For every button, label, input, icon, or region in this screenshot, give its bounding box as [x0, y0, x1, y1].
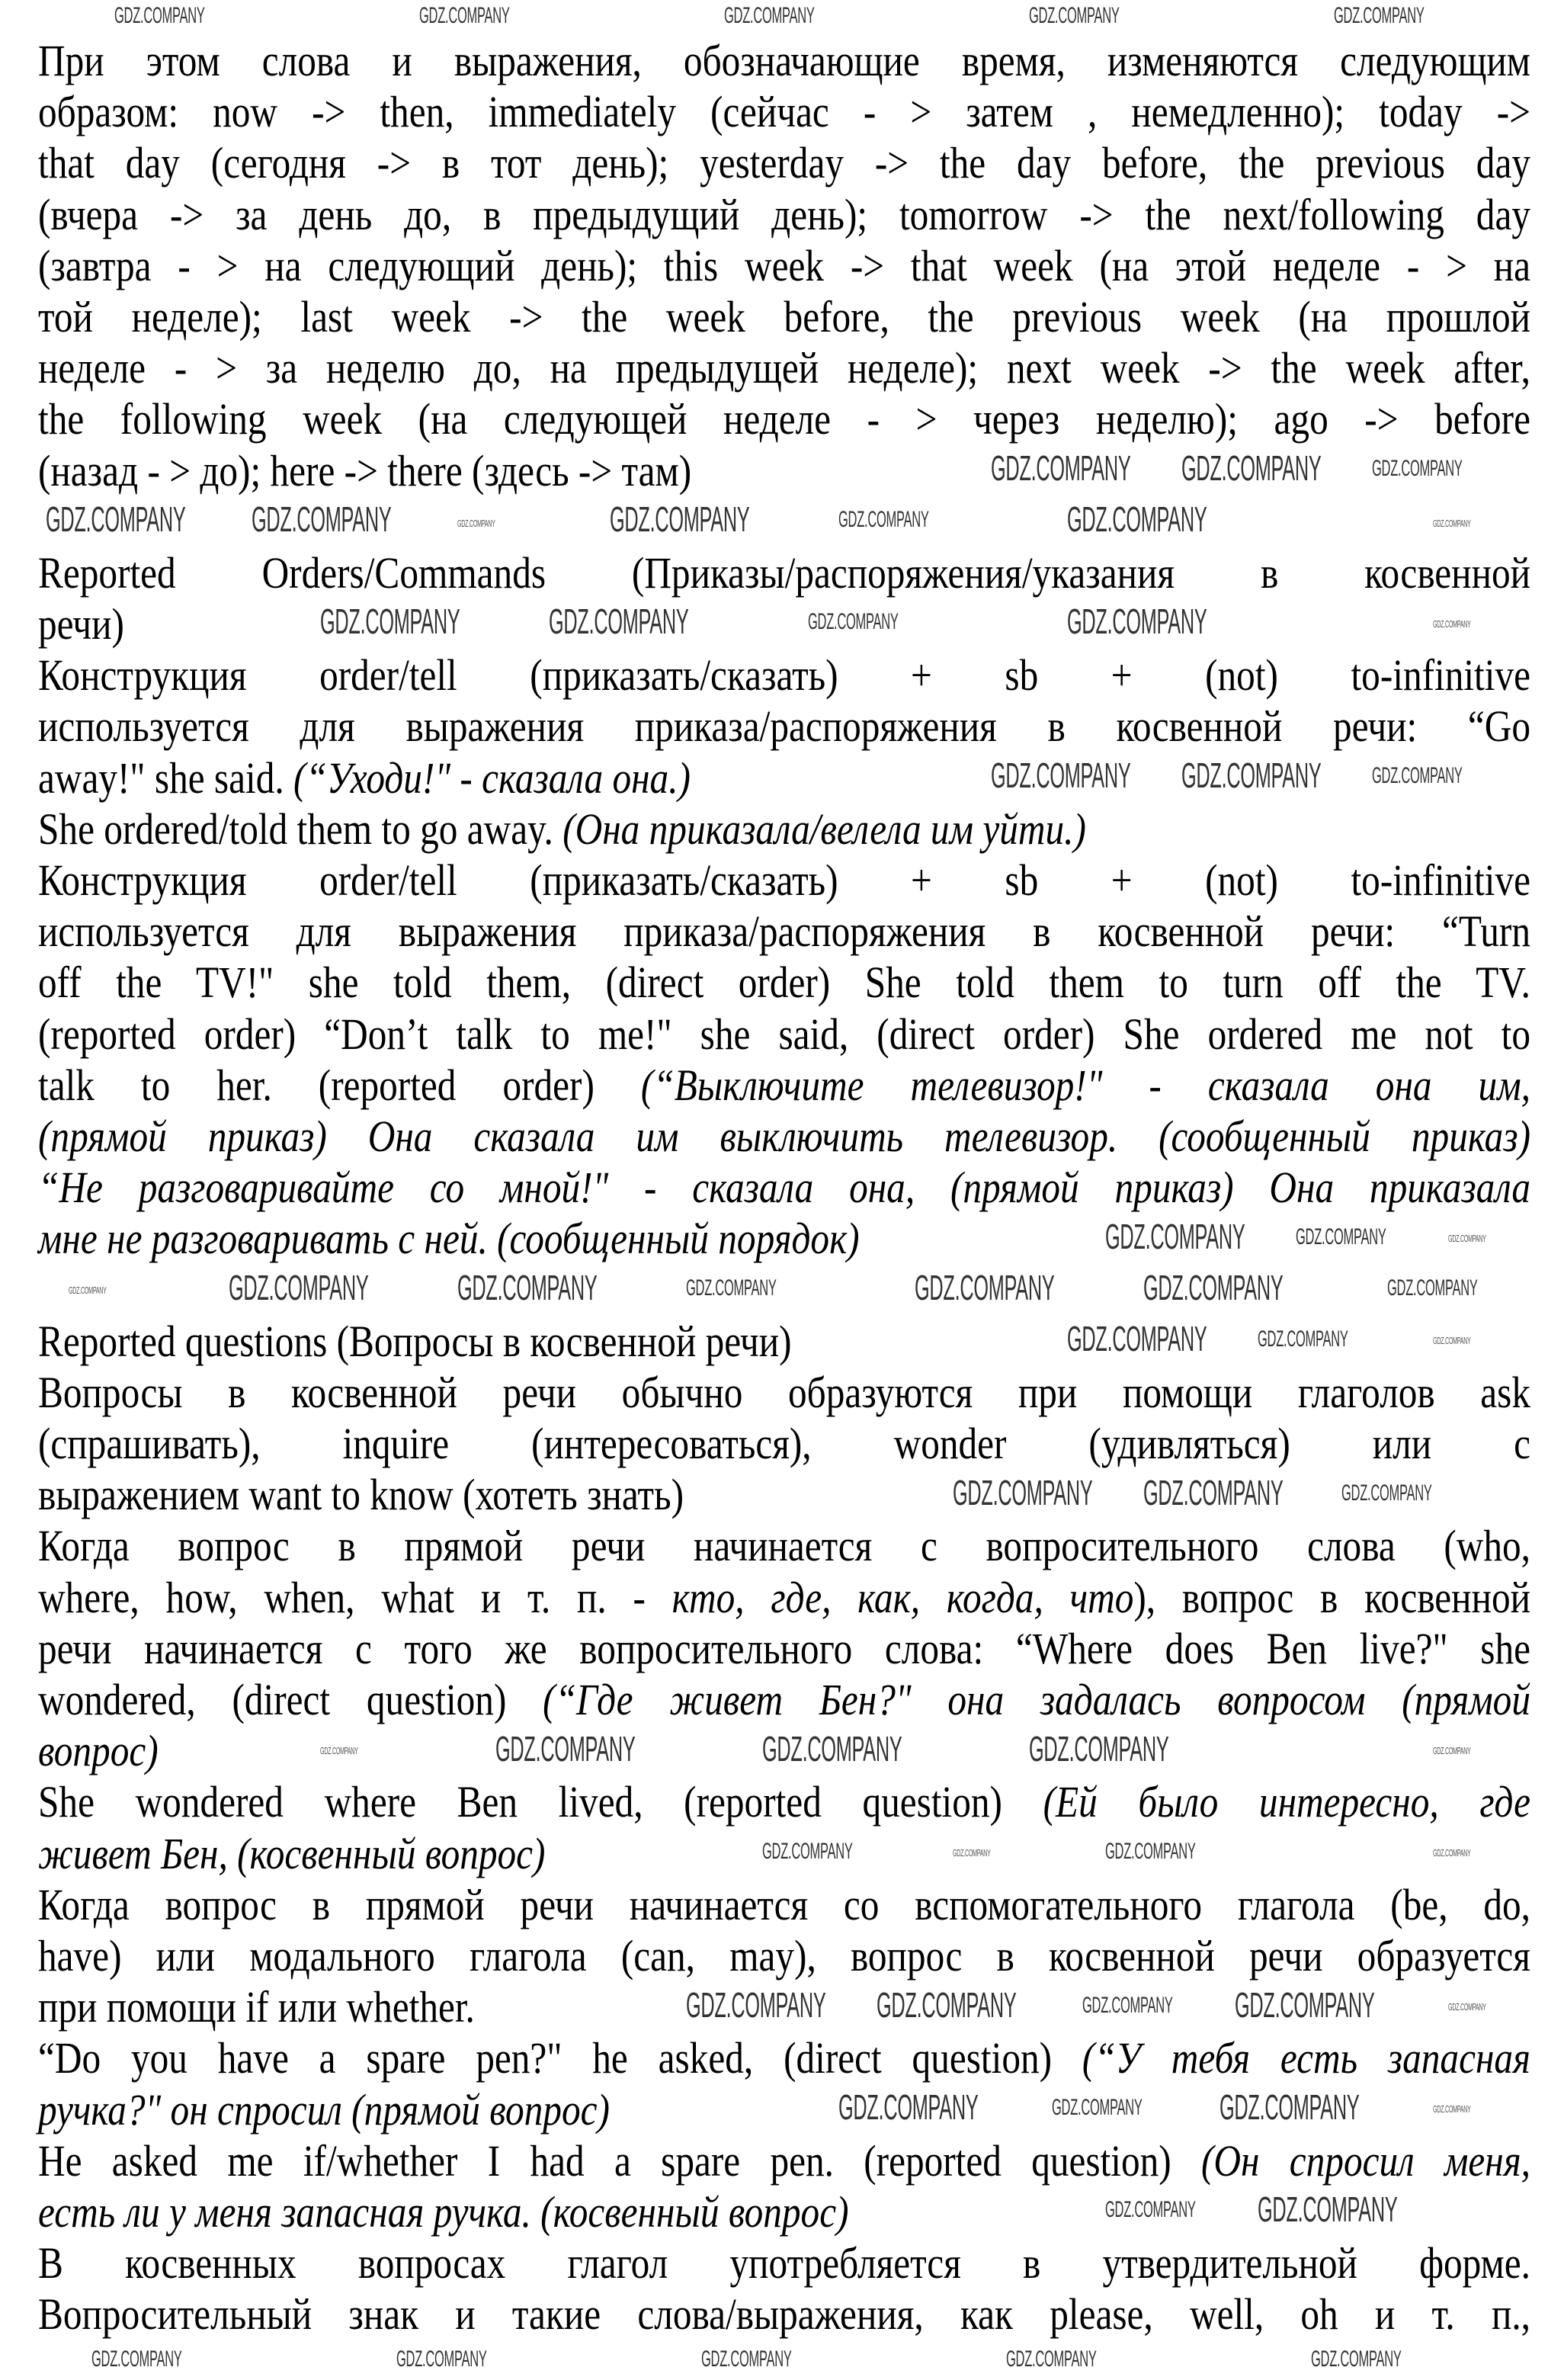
watermark: GDZ.COMPANY [252, 499, 392, 539]
text-line [38, 701, 1530, 752]
text-line [38, 1674, 1530, 1725]
text-segment: образом: now -> then, immediately (сейчас - > затем , немедленно); today -> [38, 87, 1530, 137]
watermark: GDZ.COMPANY [877, 1985, 1017, 2025]
watermark: GDZ.COMPANY [1387, 1275, 1478, 1301]
text-segment: речи) [38, 599, 124, 650]
text-line [38, 1879, 1530, 1930]
text-line [38, 1776, 1530, 1827]
text-segment: Конструкция order/tell (приказать/сказать) + sb + (not) to-infinitive [38, 855, 1530, 905]
text-line [38, 393, 1530, 444]
italic-translation-text: кто, где, как, когда, что [671, 1572, 1134, 1622]
italic-translation-text: “Не разговаривайте со мной!" - сказала она, (прямой приказ) Она приказала [38, 1163, 1530, 1213]
text-segment: той неделе); last week -> the week before, the previous week (на прошлой [38, 291, 1530, 342]
watermark: GDZ.COMPANY [1105, 1839, 1196, 1864]
text-line [38, 855, 1530, 906]
watermark: GDZ.COMPANY [991, 448, 1131, 488]
watermark: GDZ.COMPANY [1433, 1335, 1471, 1346]
watermark: GDZ.COMPANY [1235, 1985, 1375, 2025]
watermark: GDZ.COMPANY [1029, 3, 1120, 28]
watermark: GDZ.COMPANY [1006, 2346, 1097, 2372]
watermark: GDZ.COMPANY [1181, 448, 1322, 488]
text-line [38, 547, 1530, 598]
italic-translation-text: (“Выключите телевизор!" - сказала она им, [640, 1060, 1530, 1110]
watermark: GDZ.COMPANY [91, 2346, 182, 2372]
watermark: GDZ.COMPANY [495, 1729, 636, 1769]
watermark: GDZ.COMPANY [69, 1285, 107, 1296]
text-segment: Когда вопрос в прямой речи начинается со вспомогательного глагола (be, do, [38, 1879, 1530, 1929]
italic-translation-text: ручка?" он спросил (прямой вопрос) [38, 2084, 610, 2135]
watermark: GDZ.COMPANY [1296, 1224, 1386, 1249]
watermark: GDZ.COMPANY [457, 518, 495, 529]
text-line [38, 35, 1530, 86]
italic-translation-text: (“Где живет Бен?" она задалась вопросом (прямой [543, 1675, 1530, 1724]
text-segment: используется для выражения приказа/распоряжения в косвенной речи: “Go [38, 701, 1530, 752]
text-segment: В косвенных вопросах глагол употребляется в утвердительной форме. [38, 2238, 1530, 2289]
text-segment: where, how, when, what и т. п. - [38, 1572, 672, 1622]
watermark: GDZ.COMPANY [1433, 618, 1471, 630]
text-line [38, 291, 1530, 342]
text-line [38, 598, 1530, 650]
text-segment: Вопросительный знак и такие слова/выражения, как please, well, oh и т. п., [38, 2289, 1530, 2340]
text-line [38, 86, 1530, 137]
watermark: GDZ.COMPANY [1433, 2103, 1471, 2115]
text-line [38, 2135, 1530, 2186]
text-line [38, 1060, 1530, 1111]
text-line [38, 1418, 1530, 1469]
watermark: GDZ.COMPANY [1067, 1319, 1207, 1358]
text-segment: неделе - > за неделю до, на предыдущей неделе); next week -> the week after, [38, 343, 1530, 393]
italic-translation-text: вопрос) [38, 1726, 159, 1776]
text-segment: that day (сегодня -> в тот день); yesterday -> the day before, the previous day [38, 138, 1530, 188]
watermark: GDZ.COMPANY [1334, 3, 1425, 28]
watermark: GDZ.COMPANY [1219, 2087, 1360, 2127]
watermark: GDZ.COMPANY [610, 499, 750, 539]
text-segment: (reported order) “Don’t talk to me!" she said, (direct order) She ordered me not to [38, 1009, 1530, 1059]
watermark: GDZ.COMPANY [1448, 1233, 1486, 1244]
text-segment: при помощи if или whether. [38, 1982, 475, 2032]
watermark: GDZ.COMPANY [1029, 1729, 1169, 1769]
italic-translation-text: есть ли у меня запасная ручка. (косвенный вопрос) [38, 2186, 849, 2237]
text-segment: выражением want to know (хотеть знать) [38, 1470, 684, 1520]
text-segment: Reported Orders/Commands (Приказы/распоряжения/указания в косвенной [38, 547, 1530, 598]
text-line [38, 1367, 1530, 1418]
text-line [38, 1520, 1530, 1571]
watermark: GDZ.COMPANY [1372, 456, 1463, 481]
text-segment: He asked me if/whether I had a spare pen. (reported question) [38, 2135, 1202, 2186]
text-segment: have) или модального глагола (can, may), вопрос в косвенной речи образуется [38, 1930, 1530, 1981]
text-line [38, 906, 1530, 957]
watermark: GDZ.COMPANY [1052, 2095, 1143, 2120]
text-segment: речи начинается с того же вопросительного слова: “Where does Ben live?" she [38, 1623, 1530, 1673]
watermark: GDZ.COMPANY [1433, 1847, 1471, 1859]
text-line [38, 1623, 1530, 1674]
italic-translation-text: (Ей было интересно, где [1043, 1777, 1530, 1827]
italic-translation-text: (“Уходи!" - сказала она.) [293, 752, 691, 803]
text-line [38, 1469, 1530, 1520]
text-segment: Конструкция order/tell (приказать/сказать) + sb + (not) to-infinitive [38, 650, 1530, 701]
text-line [38, 240, 1530, 291]
watermark: GDZ.COMPANY [46, 499, 186, 539]
text-line [38, 2289, 1530, 2340]
text-segment: ), вопрос в косвенной [1133, 1572, 1530, 1622]
watermark: GDZ.COMPANY [953, 1847, 991, 1859]
watermark: GDZ.COMPANY [1433, 518, 1471, 529]
text-segment: (вчера -> за день до, в предыдущий день); tomorrow -> the next/following day [38, 189, 1530, 239]
watermark: GDZ.COMPANY [1258, 2189, 1398, 2229]
watermark: GDZ.COMPANY [1311, 2346, 1402, 2372]
text-segment: “Do you have a spare pen?" he asked, (direct question) [38, 2033, 1082, 2083]
text-segment: Reported questions (Вопросы в косвенной речи) [38, 1316, 792, 1366]
watermark: GDZ.COMPANY [1082, 1993, 1173, 2018]
watermark: GDZ.COMPANY [762, 1729, 902, 1769]
watermark: GDZ.COMPANY [320, 1745, 358, 1756]
text-line [38, 650, 1530, 701]
watermark: GDZ.COMPANY [1105, 2197, 1196, 2222]
watermark: GDZ.COMPANY [1067, 499, 1207, 539]
watermark: GDZ.COMPANY [320, 601, 460, 641]
watermark: GDZ.COMPANY [1067, 601, 1207, 641]
watermark: GDZ.COMPANY [114, 3, 205, 28]
watermark: GDZ.COMPANY [419, 3, 510, 28]
text-segment: away!" she said. [38, 752, 293, 803]
text-line [38, 1162, 1530, 1213]
watermark: GDZ.COMPANY [991, 755, 1131, 795]
text-line [38, 189, 1530, 240]
text-segment: Когда вопрос в прямой речи начинается с вопросительного слова (who, [38, 1521, 1530, 1571]
text-segment: (спрашивать), inquire (интересоваться), wonder (удивляться) или с [38, 1419, 1530, 1469]
text-segment: talk to her. (reported order) [38, 1060, 641, 1110]
text-segment: (завтра - > на следующий день); this week -> that week (на этой неделе - > на [38, 240, 1530, 290]
text-line [38, 2237, 1530, 2289]
text-line [38, 2032, 1530, 2083]
watermark: GDZ.COMPANY [1433, 1745, 1471, 1756]
watermark: GDZ.COMPANY [808, 609, 899, 634]
text-segment: Вопросы в косвенной речи обычно образуются при помощи глаголов ask [38, 1367, 1530, 1417]
italic-translation-text: (Она приказала/велела им уйти.) [562, 803, 1086, 854]
watermark: GDZ.COMPANY [549, 601, 689, 641]
text-line [38, 1930, 1530, 1981]
text-line [38, 957, 1530, 1008]
watermark: GDZ.COMPANY [1372, 763, 1463, 788]
watermark: GDZ.COMPANY [1258, 1326, 1348, 1352]
watermark: GDZ.COMPANY [229, 1268, 369, 1307]
text-line [38, 803, 1530, 855]
text-line [38, 137, 1530, 188]
text-segment: She ordered/told them to go away. [38, 803, 563, 854]
watermark: GDZ.COMPANY [1341, 1480, 1432, 1506]
watermark: GDZ.COMPANY [762, 1839, 853, 1864]
watermark: GDZ.COMPANY [1448, 2001, 1486, 2013]
text-segment: wondered, (direct question) [38, 1675, 543, 1724]
text-line [38, 1572, 1530, 1623]
text-segment: При этом слова и выражения, обозначающие время, изменяются следующим [38, 36, 1530, 85]
text-segment: off the TV!" she told them, (direct order) She told them to turn off the TV. [38, 957, 1530, 1008]
text-segment: (назад - > до); here -> there (здесь -> там) [38, 445, 692, 496]
watermark: GDZ.COMPANY [1105, 1217, 1245, 1256]
italic-translation-text: живет Бен, (косвенный вопрос) [38, 1828, 546, 1878]
italic-translation-text: (Он спросил меня, [1201, 2135, 1530, 2186]
watermark: GDZ.COMPANY [1143, 1473, 1284, 1512]
italic-translation-text: (“У тебя есть запасная [1082, 2033, 1530, 2083]
watermark: GDZ.COMPANY [838, 507, 929, 532]
italic-translation-text: мне не разговаривать с ней. (сообщенный порядок) [38, 1214, 860, 1264]
watermark: GDZ.COMPANY [838, 2087, 979, 2127]
text-segment: the following week (на следующей неделе - > через неделю); ago -> before [38, 394, 1530, 444]
watermark: GDZ.COMPANY [915, 1268, 1055, 1307]
text-segment: She wondered where Ben lived, (reported question) [38, 1777, 1043, 1827]
text-line [38, 342, 1530, 393]
text-line [38, 1111, 1530, 1162]
watermark: GDZ.COMPANY [953, 1473, 1093, 1512]
watermark: GDZ.COMPANY [724, 3, 815, 28]
watermark: GDZ.COMPANY [701, 2346, 792, 2372]
watermark: GDZ.COMPANY [1181, 755, 1322, 795]
watermark: GDZ.COMPANY [686, 1275, 777, 1301]
watermark: GDZ.COMPANY [457, 1268, 598, 1307]
italic-translation-text: (прямой приказ) Она сказала им выключить телевизор. (сообщенный приказ) [38, 1111, 1530, 1161]
text-segment: используется для выражения приказа/распоряжения в косвенной речи: “Turn [38, 906, 1530, 957]
watermark: GDZ.COMPANY [396, 2346, 487, 2372]
watermark: GDZ.COMPANY [1143, 1268, 1284, 1307]
text-line [38, 1009, 1530, 1060]
watermark: GDZ.COMPANY [686, 1985, 826, 2025]
